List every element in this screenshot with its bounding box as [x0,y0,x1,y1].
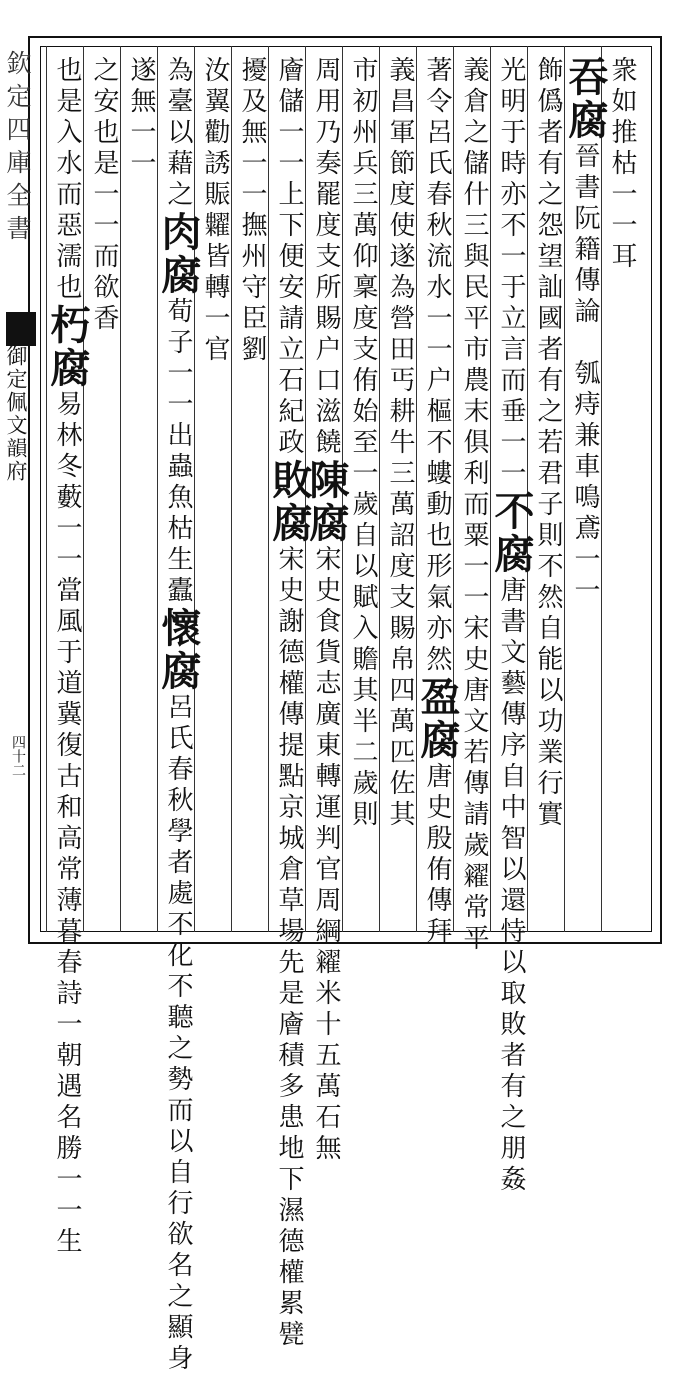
commentary-text: 一一耳 [607,180,637,273]
headword: 吞腐 [562,56,609,142]
headword: 不腐 [488,490,535,576]
commentary-text: 遂無一一 [126,56,156,180]
commentary-text: 呂氏春秋學者處不化不聽 [163,693,193,1034]
commentary-text: 高常薄暮春詩一朝遇名勝一一生 [52,824,82,1258]
headword: 懷腐 [155,607,202,693]
commentary-text: 唐書文藝傳序自中智以 [496,576,526,886]
commentary-text: 侑傳拜 [422,855,452,948]
commentary-text: 唐史殷 [422,762,452,855]
commentary-text: 蟲魚枯生蠹 [163,452,193,607]
text-column [42,56,92,1258]
commentary-text: 光明于時亦不一于立言而垂一一 [496,56,526,490]
commentary-text: 官周綱糴米十五萬石無 [311,855,341,1165]
commentary-text: 市初州兵三萬仰稟度支侑始至一歲自以賦入贍其半二歲則 [348,56,378,831]
commentary-text: 荀子一一出 [163,297,193,452]
headword: 陳腐 [303,459,350,545]
book-title: 御定佩文韻府 [4,345,28,483]
page-number: 四十二 [10,735,26,777]
commentary-text: 也是入水而惡濡也 [52,56,82,304]
commentary-text: 著令呂氏春秋流水一一户樞不螻動也形氣亦然 [422,56,452,676]
headword: 敗腐 [266,459,313,545]
commentary-text: 飾僞者有之怨望訕國者有之若君子則不然自能以功業行實 [533,56,563,831]
commentary-text: 義昌軍節度使遂為營田丐耕牛三萬詔度支賜帛四萬匹佐其 [385,56,415,831]
commentary-text: 擾及無一一撫州守臣劉 [237,56,267,366]
commentary-text: 痔兼車鳴鳶一一 [570,390,600,607]
commentary-text: 晉書阮籍傳論 瓠 [570,142,600,390]
commentary-text: 之安也是一一而欲香 [89,56,119,335]
commentary-text: 衆如推枯 [607,56,637,180]
headword: 盈腐 [414,676,461,762]
commentary-text: 還恃以取敗者有之朋姦 [496,886,526,1196]
series-title: 欽定四庫全書 [3,50,32,248]
commentary-text: 汝翼勸誘賑糶皆轉一官 [200,56,230,366]
headword: 肉腐 [155,211,202,297]
fishtail-block-mark [6,312,36,346]
commentary-text: 宋史食貨志廣東轉運判 [311,545,341,855]
commentary-text: 廥儲一一上下便安請立石紀政 [274,56,304,459]
commentary-text: 周用乃奏罷度支所賜户口滋饒 [311,56,341,459]
commentary-text: 宋史謝德權傳提點京城倉草場 [274,545,304,948]
commentary-text: 先是廥積多患地下濕德權累甓 [274,948,304,1351]
commentary-text: 之勢而以自行欲名之顯身 [163,1034,193,1375]
headword: 朽腐 [44,304,91,390]
column-rule [46,46,47,932]
commentary-text: 為臺以藉之 [163,56,193,211]
commentary-text: 義倉之儲什三與民平市農末俱利而粟一一宋史唐文若傳請歲糴常平 [459,56,489,955]
commentary-text: 易林冬藪一一當風于道冀復古和 [52,390,82,824]
